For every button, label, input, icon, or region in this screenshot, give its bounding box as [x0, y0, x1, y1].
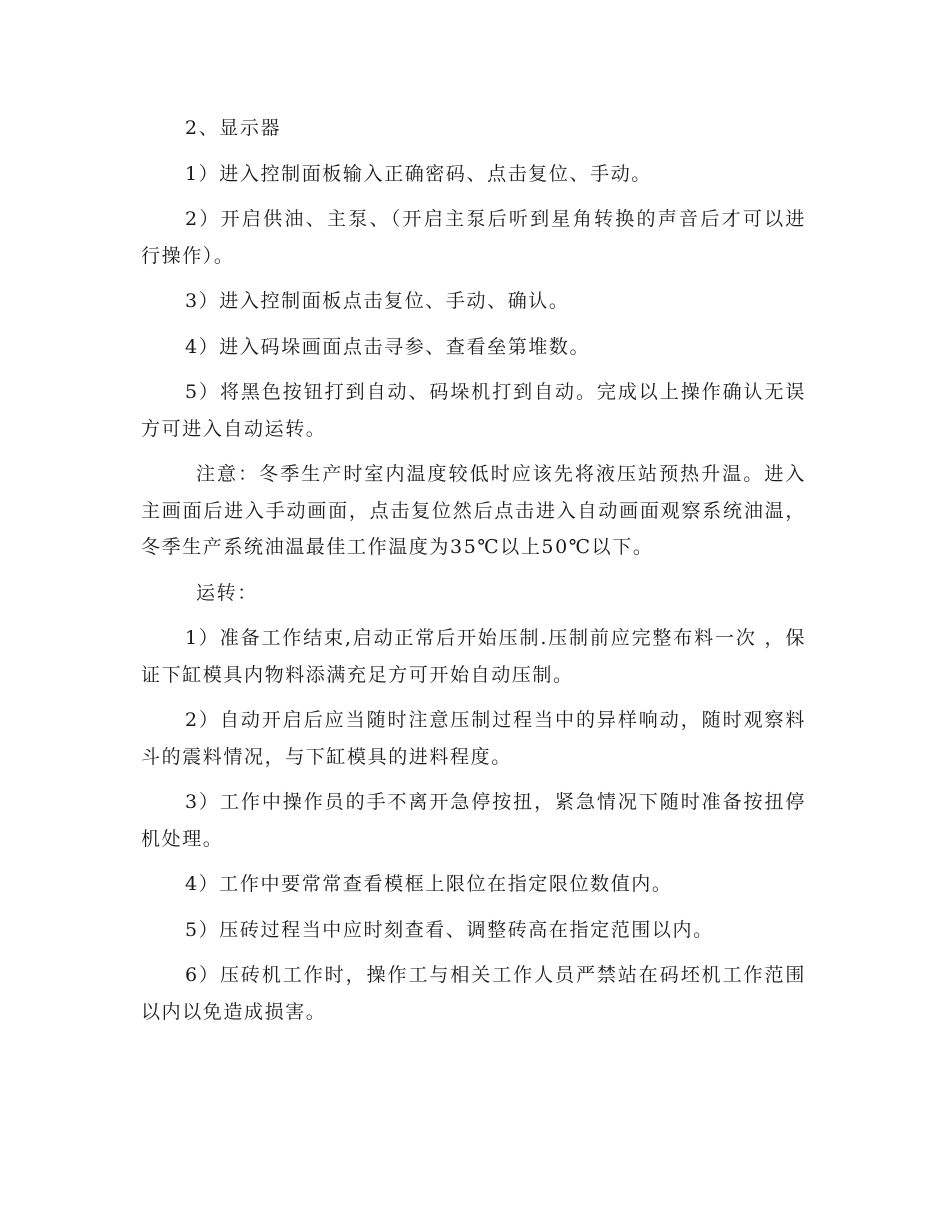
- display-step-5: 5）将黑色按钮打到自动、码垛机打到自动。完成以上操作确认无误方可进入自动运转。: [141, 381, 806, 440]
- run-step-3: 3）工作中操作员的手不离开急停按扭，紧急情况下随时准备按扭停机处理。: [141, 791, 806, 850]
- run-step-5: 5）压砖过程当中应时刻查看、调整砖高在指定范围以内。: [185, 918, 714, 941]
- run-step-4: 4）工作中要常常查看模框上限位在指定限位数值内。: [185, 873, 673, 895]
- display-step-3: 3）进入控制面板点击复位、手动、确认。: [185, 290, 570, 312]
- run-step-2: 2）自动开启后应当随时注意压制过程当中的异样响动，随时观察料斗的震料情况，与下缸模具的进料程度。: [141, 709, 806, 768]
- display-step-2: 2）开启供油、主泵、（开启主泵后听到星角转换的声音后才可以进行操作）。: [141, 208, 806, 267]
- display-step-4: 4）进入码垛画面点击寻参、查看垒第堆数。: [185, 335, 591, 358]
- run-step-1: 1）准备工作结束,启动正常后开始压制.压制前应完整布料一次 ，保证下缸模具内物料添满充足方可开始自动压制。: [141, 627, 806, 686]
- run-step-6: 6）压砖机工作时，操作工与相关工作人员严禁站在码坯机工作范围以内以免造成损害。: [141, 964, 806, 1023]
- run-heading: 运转：: [196, 581, 258, 604]
- display-step-1: 1）进入控制面板输入正确密码、点击复位、手动。: [185, 162, 652, 185]
- section-heading: 2、显示器: [185, 117, 282, 139]
- document-body: [141, 110, 806, 1039]
- winter-note: 注意：冬季生产时室内温度较低时应该先将液压站预热升温。进入主画面后进入手动画面，点击复位然后点击进入自动画面观察系统油温，冬季生产系统油温最佳工作温度为35℃以上50℃以下。: [141, 463, 806, 558]
